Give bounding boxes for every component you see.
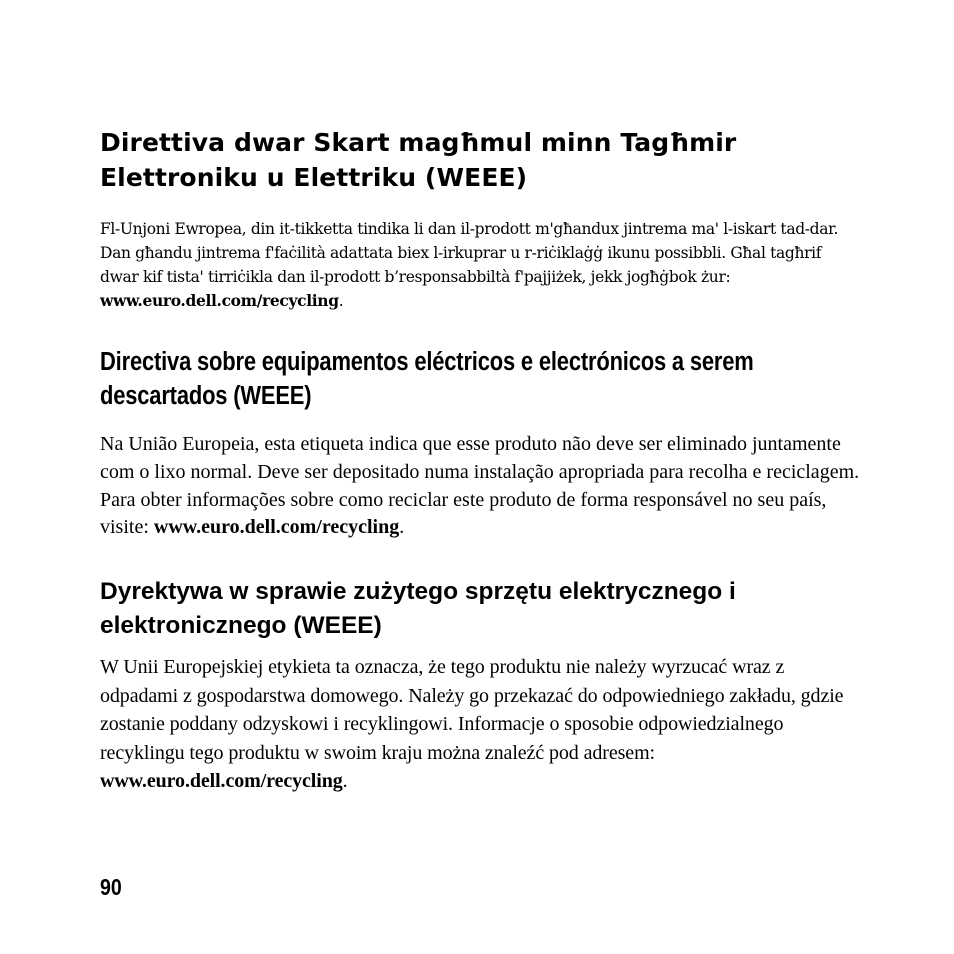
body-text: Na União Europeia, esta etiqueta indica que esse produto não deve ser eliminado juntamente com o lixo normal. Deve ser depositado numa instalação apropriada para recolha e reciclagem. Para obter informações sobre como reciclar este produto de forma responsável no seu país, visite: <box>100 433 860 539</box>
section-body-maltese <box>100 217 860 313</box>
section-maltese <box>100 125 860 313</box>
recycling-url: www.euro.dell.com/recycling <box>100 291 339 310</box>
body-text: Fl-Unjoni Ewropea, din it-tikketta tindika li dan il-prodott m'għandux jintrema ma' l-iskart tad-dar. Dan għandu jintrema f'faċilità adattata biex l-irkuprar u r-riċiklaġġ ikunu possibbli. Għal tagħrif dwar kif tista' tirriċikla dan il-prodott b’responsabbiltà f'pajjiżek, jekk jogħġbok żur: <box>100 220 839 286</box>
recycling-url: www.euro.dell.com/recycling <box>100 770 343 793</box>
section-polish <box>100 575 860 796</box>
section-body-polish <box>100 653 860 796</box>
section-body-portuguese <box>100 431 860 542</box>
sentence-end: . <box>342 770 348 793</box>
page-number: 90 <box>100 874 122 900</box>
section-portuguese <box>100 345 860 542</box>
body-text: W Unii Europejskiej etykieta ta oznacza, że tego produktu nie należy wyrzucać wraz z odpadami z gospodarstwa domowego. Należy go przekazać do odpowiedniego zakładu, gdzie zostanie poddany odzyskowi i recyklingowi. Informacje o sposobie odpowiedzialnego recyklingu tego produktu w swoim kraju można znaleźć pod adresem: <box>100 656 844 764</box>
section-heading-maltese: Direttiva dwar Skart magħmul minn Tagħmir Elettroniku u Elettriku (WEEE) <box>100 128 737 192</box>
sentence-end: . <box>338 292 344 310</box>
section-heading-polish: Dyrektywa w sprawie zużytego sprzętu elektrycznego i elektronicznego (WEEE) <box>100 578 736 639</box>
section-heading-portuguese: Directiva sobre equipamentos eléctricos e electrónicos a serem descartados (WEEE) <box>100 348 754 410</box>
sentence-end: . <box>399 516 405 539</box>
recycling-url: www.euro.dell.com/recycling <box>153 516 400 539</box>
